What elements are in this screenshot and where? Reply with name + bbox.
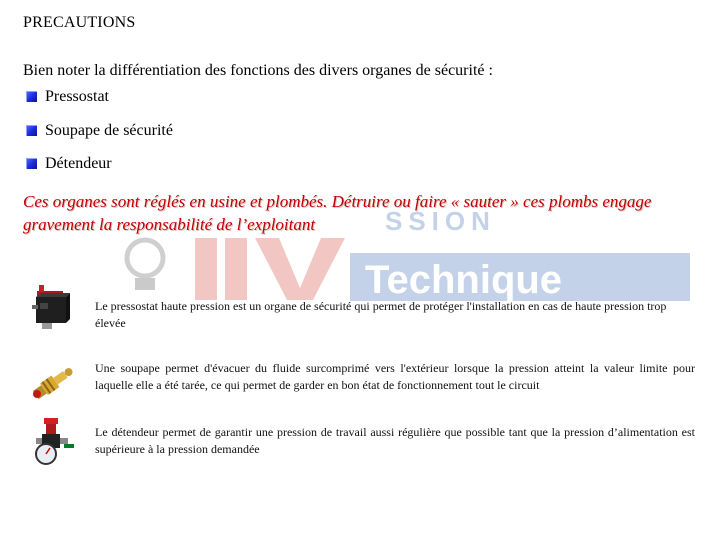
bullet-label: Pressostat <box>45 88 109 105</box>
svg-text:SSION: SSION <box>385 206 496 236</box>
item-description: Le détendeur permet de garantir une pression de travail aussi régulière que possible tant que la pression d’alimentation est supérieure à la pression demandée <box>95 425 695 456</box>
pressure-switch-icon <box>28 283 78 333</box>
warning-text: Ces organes sont réglés en usine et plombés. Détruire ou faire « sauter » ces plombs engage gravement la responsabilité de l’exploitant <box>23 192 652 234</box>
safety-valve-icon <box>28 358 78 408</box>
bullet-square-icon <box>26 91 37 102</box>
item-description: Le pressostat haute pression est un organe de sécurité qui permet de protéger l'installation en cas de haute pression trop élevée <box>95 299 667 330</box>
pressure-regulator-icon <box>28 418 78 468</box>
bullet-label: Détendeur <box>45 155 112 172</box>
svg-text:Technique: Technique <box>365 258 563 302</box>
bullet-square-icon <box>26 158 37 169</box>
page-title: PRECAUTIONS <box>23 14 136 31</box>
bullet-label: Soupape de sécurité <box>45 122 173 139</box>
bullet-square-icon <box>26 125 37 136</box>
item-description: Une soupape permet d'évacuer du fluide surcomprimé vers l'extérieur lorsque la pression atteint la valeur limite pour laquelle elle a été tarée, ce qui permet de garder en bon état de fonctionnement tout le circuit <box>95 361 695 392</box>
intro-text: Bien noter la différentiation des fonctions des divers organes de sécurité : <box>23 62 493 79</box>
